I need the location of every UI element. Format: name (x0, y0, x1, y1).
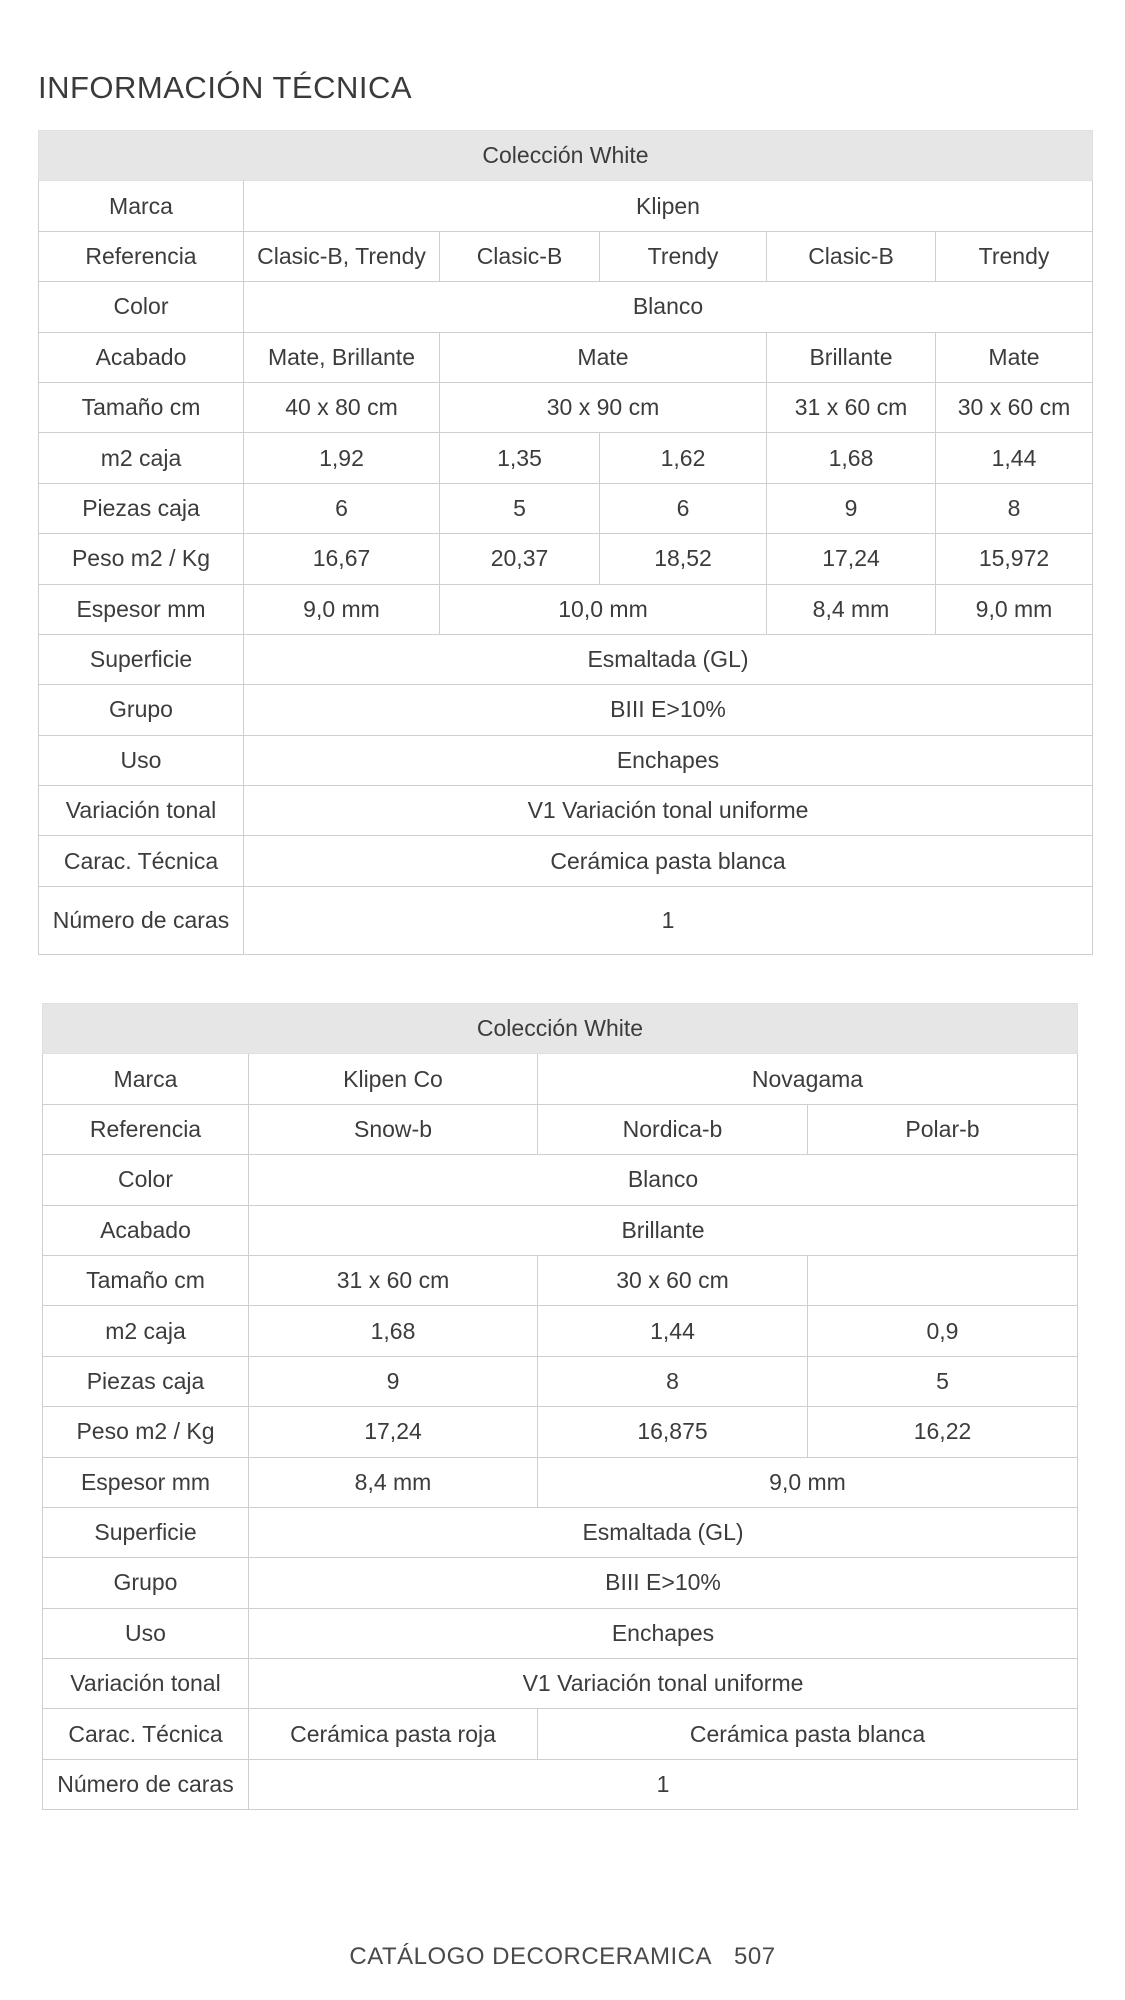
row-label: Peso m2 / Kg (39, 534, 244, 584)
table-cell: Polar-b (808, 1104, 1078, 1154)
row-label: Carac. Técnica (39, 836, 244, 886)
row-label: Grupo (43, 1558, 249, 1608)
row-label: Grupo (39, 685, 244, 735)
row-label: Variación tonal (39, 786, 244, 836)
table-cell: 16,22 (808, 1407, 1078, 1457)
row-label: Superficie (43, 1507, 249, 1557)
table-header-row (43, 1004, 1078, 1054)
table-cell: 6 (600, 483, 767, 533)
table-row (39, 382, 1093, 432)
row-label: Superficie (39, 634, 244, 684)
table-row (39, 483, 1093, 533)
row-label: Uso (39, 735, 244, 785)
table-cell: 1,68 (767, 433, 936, 483)
page-number: 507 (734, 1943, 776, 1970)
row-label: Espesor mm (43, 1457, 249, 1507)
catalog-name: CATÁLOGO DECORCERAMICA (349, 1943, 713, 1970)
table-cell: 30 x 60 cm (936, 382, 1093, 432)
table-row (43, 1407, 1078, 1457)
table-row (43, 1054, 1078, 1104)
table-cell: Mate (936, 332, 1093, 382)
table-cell: 30 x 90 cm (440, 382, 767, 432)
table-cell: Esmaltada (GL) (244, 634, 1093, 684)
row-label: Carac. Técnica (43, 1709, 249, 1759)
table-row (39, 886, 1093, 954)
table-cell: 1 (249, 1759, 1078, 1809)
table-cell: Klipen Co (249, 1054, 538, 1104)
row-label: Uso (43, 1608, 249, 1658)
table-row (43, 1709, 1078, 1759)
table-row (39, 634, 1093, 684)
row-label: Referencia (43, 1104, 249, 1154)
table-cell: 17,24 (249, 1407, 538, 1457)
row-label: Piezas caja (43, 1356, 249, 1406)
table-cell: 8 (936, 483, 1093, 533)
table-row (39, 433, 1093, 483)
table-row (39, 836, 1093, 886)
table-row (43, 1759, 1078, 1809)
table-row (43, 1507, 1078, 1557)
table-cell: 9 (767, 483, 936, 533)
table-cell: 15,972 (936, 534, 1093, 584)
table-cell: 9 (249, 1356, 538, 1406)
table-row (43, 1356, 1078, 1406)
row-label: Peso m2 / Kg (43, 1407, 249, 1457)
table-row (43, 1205, 1078, 1255)
row-label: Color (39, 282, 244, 332)
table-cell: 8,4 mm (249, 1457, 538, 1507)
row-label: Marca (39, 181, 244, 231)
table-cell: Clasic-B, Trendy (244, 231, 440, 281)
table-row (43, 1155, 1078, 1205)
table-row (43, 1608, 1078, 1658)
page-title: INFORMACIÓN TÉCNICA (38, 70, 413, 105)
table-cell: 1 (244, 886, 1093, 954)
table-row (39, 231, 1093, 281)
table-row (43, 1255, 1078, 1305)
row-label: Tamaño cm (43, 1255, 249, 1305)
table-row (43, 1558, 1078, 1608)
table-row (43, 1306, 1078, 1356)
table-row (39, 786, 1093, 836)
table-row (43, 1104, 1078, 1154)
table-cell: 1,44 (538, 1306, 808, 1356)
table-header-row (39, 131, 1093, 181)
table-cell: 9,0 mm (936, 584, 1093, 634)
table-cell: Blanco (244, 282, 1093, 332)
table-cell: 30 x 60 cm (538, 1255, 808, 1305)
row-label: Variación tonal (43, 1659, 249, 1709)
row-label: Acabado (39, 332, 244, 382)
table-cell: 8,4 mm (767, 584, 936, 634)
collection-header: Colección White (39, 131, 1093, 181)
table-cell: 17,24 (767, 534, 936, 584)
table-cell: Snow-b (249, 1104, 538, 1154)
spec-table-1 (38, 130, 1093, 955)
table-row (43, 1457, 1078, 1507)
table-row (39, 685, 1093, 735)
table-cell: 31 x 60 cm (249, 1255, 538, 1305)
row-label: Marca (43, 1054, 249, 1104)
table-cell: 40 x 80 cm (244, 382, 440, 432)
row-label: Número de caras (39, 886, 244, 954)
row-label: Acabado (43, 1205, 249, 1255)
table-cell: Enchapes (249, 1608, 1078, 1658)
table-cell: 5 (808, 1356, 1078, 1406)
row-label: Piezas caja (39, 483, 244, 533)
table-cell: BIII E>10% (249, 1558, 1078, 1608)
table-cell: Brillante (767, 332, 936, 382)
table-cell: Cerámica pasta blanca (538, 1709, 1078, 1759)
table-cell: 16,67 (244, 534, 440, 584)
table-row (39, 735, 1093, 785)
table-cell: 5 (440, 483, 600, 533)
table-cell: 1,92 (244, 433, 440, 483)
table-cell: 18,52 (600, 534, 767, 584)
table-cell: 20,37 (440, 534, 600, 584)
table-cell: Brillante (249, 1205, 1078, 1255)
collection-header: Colección White (43, 1004, 1078, 1054)
table-cell: 16,875 (538, 1407, 808, 1457)
row-label: Espesor mm (39, 584, 244, 634)
table-cell: 1,44 (936, 433, 1093, 483)
table-cell: Blanco (249, 1155, 1078, 1205)
table-cell: 9,0 mm (244, 584, 440, 634)
table-cell: Klipen (244, 181, 1093, 231)
table-cell: Novagama (538, 1054, 1078, 1104)
table-cell: 9,0 mm (538, 1457, 1078, 1507)
table-cell: BIII E>10% (244, 685, 1093, 735)
spec-table-2 (42, 1003, 1078, 1810)
table-row (39, 534, 1093, 584)
table-cell: Trendy (936, 231, 1093, 281)
table-cell: V1 Variación tonal uniforme (244, 786, 1093, 836)
row-label: m2 caja (43, 1306, 249, 1356)
table-cell: 1,62 (600, 433, 767, 483)
table-cell: 10,0 mm (440, 584, 767, 634)
row-label: Número de caras (43, 1759, 249, 1809)
table-cell: Mate (440, 332, 767, 382)
table-cell: 8 (538, 1356, 808, 1406)
table-cell: 1,35 (440, 433, 600, 483)
table-cell: V1 Variación tonal uniforme (249, 1659, 1078, 1709)
table-cell: Cerámica pasta blanca (244, 836, 1093, 886)
row-label: m2 caja (39, 433, 244, 483)
table-cell: 1,68 (249, 1306, 538, 1356)
table-cell: Enchapes (244, 735, 1093, 785)
table-cell (808, 1255, 1078, 1305)
row-label: Referencia (39, 231, 244, 281)
table-cell: Mate, Brillante (244, 332, 440, 382)
table-row (39, 282, 1093, 332)
table-cell: 6 (244, 483, 440, 533)
table-row (39, 332, 1093, 382)
table-row (39, 584, 1093, 634)
table-cell: Clasic-B (767, 231, 936, 281)
table-cell: 31 x 60 cm (767, 382, 936, 432)
table-cell: Clasic-B (440, 231, 600, 281)
table-row (43, 1659, 1078, 1709)
table-cell: Nordica-b (538, 1104, 808, 1154)
table-cell: Trendy (600, 231, 767, 281)
table-cell: Cerámica pasta roja (249, 1709, 538, 1759)
table-cell: Esmaltada (GL) (249, 1507, 1078, 1557)
table-cell: 0,9 (808, 1306, 1078, 1356)
row-label: Tamaño cm (39, 382, 244, 432)
table-row (39, 181, 1093, 231)
page-footer (0, 1943, 1125, 1971)
row-label: Color (43, 1155, 249, 1205)
